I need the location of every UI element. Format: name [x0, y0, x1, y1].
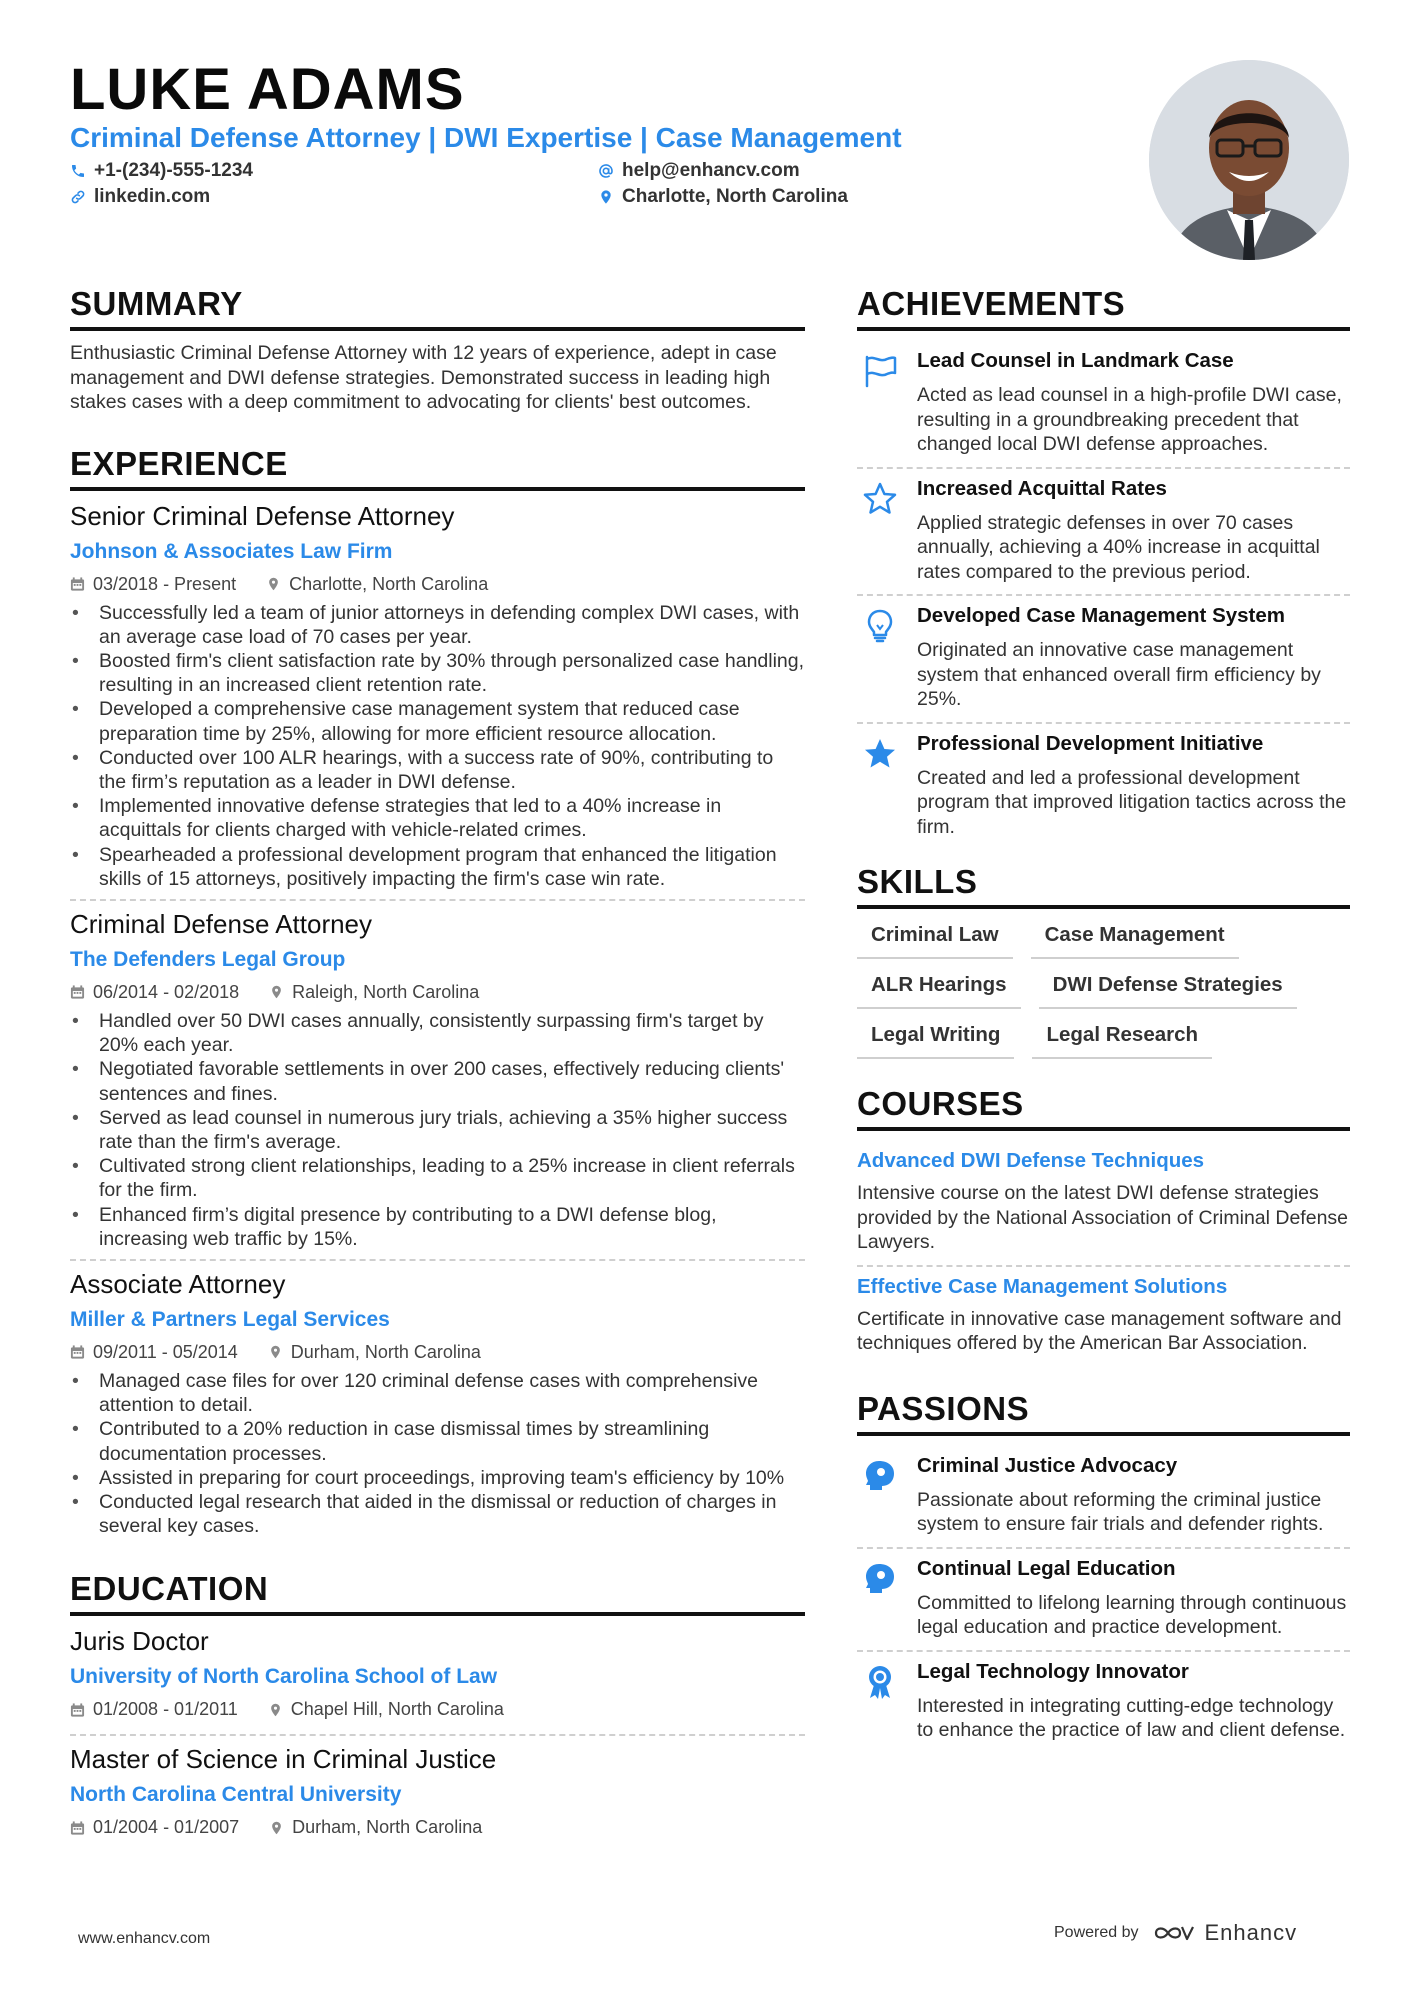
education-dates-text: 01/2004 - 01/2007	[93, 1817, 240, 1838]
job-dates-text: 06/2014 - 02/2018	[93, 981, 240, 1002]
education-location-text: Durham, North Carolina	[292, 1817, 483, 1838]
job-dates-text: 09/2011 - 05/2014	[93, 1341, 238, 1362]
linkedin-text: linkedin.com	[94, 186, 211, 207]
job-dates-text: 03/2018 - Present	[93, 573, 237, 594]
contact-linkedin[interactable]	[70, 186, 210, 208]
passion-desc: Committed to lifelong learning through continuous legal education and practice development.	[917, 1591, 1347, 1638]
brand-name: Enhancv	[1204, 1920, 1298, 1945]
job-location-text: Raleigh, North Carolina	[292, 981, 480, 1002]
phone-text: +1-(234)-555-1234	[94, 160, 253, 181]
calendar-icon	[70, 1702, 85, 1718]
job-bullets	[70, 1009, 805, 1251]
achievement-desc: Created and led a professional development program that improved litigation tactics across the firm.	[917, 766, 1347, 838]
bullet-item: • Conducted over 100 ALR hearings, with a success rate of 90%, contributing to the firm’s reputation as a leader in DWI defense.	[70, 746, 805, 794]
job-dates	[70, 982, 239, 1003]
job-entry	[70, 501, 805, 901]
location-pin-icon	[598, 189, 614, 205]
at-icon	[598, 163, 614, 179]
job-bullets	[70, 1369, 805, 1538]
head-icon	[857, 1454, 903, 1537]
skills-list	[857, 923, 1350, 1059]
bullet-item: • Assisted in preparing for court proceedings, improving team's efficiency by 10%	[70, 1466, 805, 1490]
passion-title: Criminal Justice Advocacy	[917, 1453, 1178, 1477]
achievement-body	[917, 477, 1350, 585]
education-dates	[70, 1817, 239, 1838]
calendar-icon	[70, 984, 85, 1000]
passion-item	[857, 1652, 1350, 1753]
lightbulb-icon	[857, 604, 903, 712]
head-icon	[857, 1557, 903, 1640]
candidate-title: Criminal Defense Attorney | DWI Expertise | Case Management	[70, 122, 902, 153]
job-title: Senior Criminal Defense Attorney	[70, 500, 455, 531]
summary-heading: SUMMARY	[70, 285, 805, 331]
skill-tag: ALR Hearings	[857, 973, 1021, 1009]
courses-heading: COURSES	[857, 1085, 1350, 1131]
enhancv-logo-icon	[1153, 1922, 1197, 1944]
passions-heading: PASSIONS	[857, 1390, 1350, 1436]
school-name: North Carolina Central University	[70, 1783, 402, 1807]
job-company: Johnson & Associates Law Firm	[70, 539, 393, 563]
bullet-item: • Developed a comprehensive case management system that reduced case preparation time by 25%, allowing for more efficient resource allocation.	[70, 697, 805, 745]
calendar-icon	[70, 1344, 85, 1360]
left-column	[70, 285, 805, 1860]
job-dates	[70, 574, 236, 595]
experience-section	[70, 445, 805, 1547]
education-heading: EDUCATION	[70, 1570, 805, 1616]
bullet-item: • Managed case files for over 120 criminal defense cases with comprehensive attention to detail.	[70, 1369, 805, 1417]
job-bullets	[70, 601, 805, 891]
passions-section	[857, 1390, 1350, 1753]
passion-body	[917, 1660, 1350, 1743]
passion-title: Continual Legal Education	[917, 1556, 1176, 1580]
candidate-name: LUKE ADAMS	[70, 57, 465, 122]
passion-desc: Passionate about reforming the criminal justice system to ensure fair trials and defender rights.	[917, 1488, 1324, 1535]
passion-item	[857, 1446, 1350, 1549]
bullet-item: • Handled over 50 DWI cases annually, consistently surpassing firm's target by 20% each year.	[70, 1009, 805, 1057]
summary-text: Enthusiastic Criminal Defense Attorney with 12 years of experience, adept in case management and DWI defense strategies. Demonstrated success in leading high stakes cases with a deep commitment to advocating for clients' best outcomes.	[70, 342, 777, 413]
skill-tag: Case Management	[1031, 923, 1239, 959]
education-meta	[70, 1817, 805, 1838]
bullet-item: • Served as lead counsel in numerous jury trials, achieving a 35% higher success rate than the firm's average.	[70, 1106, 805, 1154]
achievement-body	[917, 604, 1350, 712]
job-dates	[70, 1342, 238, 1363]
job-location-text: Charlotte, North Carolina	[289, 573, 489, 594]
achievement-desc: Originated an innovative case management system that enhanced overall firm efficiency by 25%.	[917, 639, 1321, 710]
skill-tag: Criminal Law	[857, 923, 1013, 959]
bullet-item: • Boosted firm's client satisfaction rate by 30% through personalized case handling, resulting in an increased client retention rate.	[70, 649, 805, 697]
bullet-item: • Contributed to a 20% reduction in case dismissal times by streamlining documentation processes.	[70, 1417, 805, 1465]
course-item	[857, 1267, 1350, 1366]
bullet-item: • Implemented innovative defense strategies that led to a 40% increase in acquittals for clients charged with vehicle-related crimes.	[70, 794, 805, 842]
bullet-item: • Spearheaded a professional development program that enhanced the litigation skills of 15 attorneys, positively impacting the firm's case win rate.	[70, 843, 805, 891]
job-location	[266, 574, 488, 595]
achievement-desc: Acted as lead counsel in a high-profile DWI case, resulting in a groundbreaking precedent that changed local DWI defense approaches.	[917, 384, 1342, 455]
achievement-body	[917, 349, 1350, 457]
degree-title: Juris Doctor	[70, 1626, 209, 1657]
calendar-icon	[70, 1820, 85, 1836]
job-location	[269, 982, 479, 1003]
courses-section	[857, 1085, 1350, 1366]
school-name: University of North Carolina School of Law	[70, 1665, 498, 1689]
calendar-icon	[70, 576, 85, 592]
skill-tag: DWI Defense Strategies	[1039, 973, 1297, 1009]
achievement-item	[857, 341, 1350, 469]
experience-heading: EXPERIENCE	[70, 445, 805, 491]
skill-tag: Legal Research	[1032, 1023, 1212, 1059]
passion-body	[917, 1557, 1350, 1640]
footer-branding[interactable]	[1054, 1920, 1297, 1946]
skills-section	[857, 863, 1350, 1059]
education-location	[269, 1817, 482, 1838]
job-location	[268, 1342, 481, 1363]
location-pin-icon	[269, 1820, 284, 1836]
job-location-text: Durham, North Carolina	[290, 1341, 481, 1362]
email-text: help@enhancv.com	[622, 160, 800, 181]
location-pin-icon	[268, 1344, 283, 1360]
contact-phone[interactable]	[70, 160, 253, 182]
course-desc: Certificate in innovative case management software and techniques offered by the American Bar Association.	[857, 1307, 1342, 1354]
education-location-text: Chapel Hill, North Carolina	[290, 1699, 504, 1720]
bullet-item: • Cultivated strong client relationships, leading to a 25% increase in client referrals for the firm.	[70, 1154, 805, 1202]
achievement-title: Increased Acquittal Rates	[917, 476, 1167, 500]
skill-tag: Legal Writing	[857, 1023, 1014, 1059]
job-company: Miller & Partners Legal Services	[70, 1307, 390, 1331]
education-dates-text: 01/2008 - 01/2011	[93, 1699, 238, 1720]
achievement-desc: Applied strategic defenses in over 70 cases annually, achieving a 40% increase in acquittal rates compared to the previous period.	[917, 511, 1320, 583]
achievement-title: Lead Counsel in Landmark Case	[917, 349, 1234, 372]
flag-icon	[857, 349, 903, 457]
powered-by-text: Powered by	[1054, 1924, 1139, 1941]
phone-icon	[70, 163, 86, 179]
passion-item	[857, 1549, 1350, 1652]
course-desc: Intensive course on the latest DWI defense strategies provided by the National Association of Criminal Defense Lawyers.	[857, 1182, 1349, 1253]
star-filled-icon	[857, 732, 903, 840]
brand-logo	[1153, 1920, 1298, 1946]
achievements-heading: ACHIEVEMENTS	[857, 285, 1350, 331]
achievement-item	[857, 596, 1350, 724]
education-entry	[70, 1626, 805, 1736]
job-meta	[70, 982, 805, 1003]
link-icon	[70, 189, 86, 205]
star-outline-icon	[857, 477, 903, 585]
passion-title: Legal Technology Innovator	[917, 1659, 1189, 1683]
achievement-item	[857, 469, 1350, 597]
job-company: The Defenders Legal Group	[70, 947, 346, 971]
education-entry	[70, 1744, 805, 1852]
achievements-section	[857, 285, 1350, 849]
right-column	[857, 285, 1350, 1753]
achievement-title: Professional Development Initiative	[917, 731, 1264, 755]
achievement-item	[857, 724, 1350, 850]
job-entry	[70, 1269, 805, 1546]
job-entry	[70, 909, 805, 1261]
job-meta	[70, 1342, 805, 1363]
achievement-body	[917, 732, 1350, 840]
education-meta	[70, 1699, 805, 1720]
education-dates	[70, 1699, 238, 1720]
education-location	[268, 1699, 504, 1720]
course-title: Advanced DWI Defense Techniques	[857, 1149, 1205, 1172]
bullet-item: • Successfully led a team of junior attorneys in defending complex DWI cases, with an average case load of 70 cases per year.	[70, 601, 805, 649]
footer-website[interactable]: www.enhancv.com	[78, 1930, 211, 1947]
location-pin-icon	[269, 984, 284, 1000]
avatar-illustration	[1149, 60, 1349, 260]
passion-body	[917, 1454, 1350, 1537]
degree-title: Master of Science in Criminal Justice	[70, 1744, 497, 1775]
location-pin-icon	[268, 1702, 283, 1718]
bullet-item: • Negotiated favorable settlements in over 200 cases, effectively reducing clients' sentences and fines.	[70, 1057, 805, 1105]
contact-email[interactable]	[598, 160, 800, 182]
achievement-title: Developed Case Management System	[917, 604, 1285, 627]
profile-photo	[1149, 60, 1349, 260]
bullet-item: • Conducted legal research that aided in the dismissal or reduction of charges in several key cases.	[70, 1490, 805, 1538]
bullet-item: • Enhanced firm’s digital presence by contributing to a DWI defense blog, increasing web traffic by 15%.	[70, 1203, 805, 1251]
location-pin-icon	[266, 576, 281, 592]
skills-heading: SKILLS	[857, 863, 1350, 909]
job-title: Criminal Defense Attorney	[70, 908, 373, 939]
summary-section	[70, 285, 805, 415]
course-title: Effective Case Management Solutions	[857, 1274, 1228, 1298]
passion-desc: Interested in integrating cutting-edge technology to enhance the practice of law and client defense.	[917, 1694, 1346, 1741]
location-text: Charlotte, North Carolina	[622, 186, 848, 207]
job-meta	[70, 574, 805, 595]
course-item	[857, 1141, 1350, 1267]
contact-location	[598, 186, 848, 208]
job-title: Associate Attorney	[70, 1268, 286, 1299]
badge-icon	[857, 1660, 903, 1743]
education-section	[70, 1570, 805, 1852]
